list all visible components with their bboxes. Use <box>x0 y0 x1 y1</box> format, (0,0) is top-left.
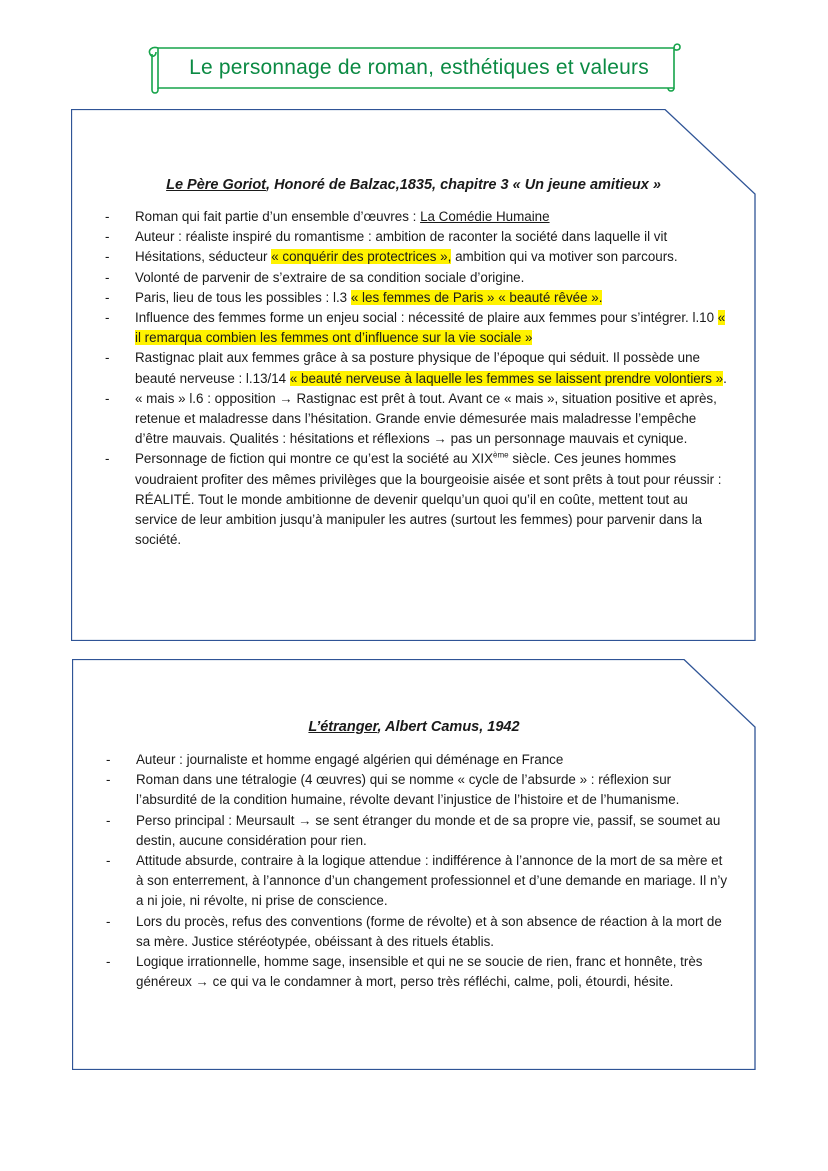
item-text: ambition qui va motiver son parcours. <box>451 249 678 265</box>
list-item <box>105 247 727 267</box>
item-text: Auteur : réaliste inspiré du romantisme : ambition de raconter la société dans laquelle il vit <box>135 229 668 245</box>
item-text: siècle. Ces jeunes hommes voudraient profiter des mêmes privilèges que la bourgeoisie aisée et sont prêts à tout pour réussir : RÉALITÉ. Tout le monde ambitionne de devenir quelqu’un quoi qu’il en coûte, mettent tout au service de leur ambition jusqu’à manipuler les autres (surtout les femmes) pour parvenir dans la société. <box>135 451 722 548</box>
highlighted-quote: « beauté nerveuse à laquelle les femmes se laissent prendre volontiers » <box>289 370 724 386</box>
list-item <box>106 912 728 952</box>
title-banner <box>144 40 684 96</box>
list-item <box>105 288 727 308</box>
work-title: Le Père Goriot <box>166 177 267 193</box>
list-item <box>106 811 728 851</box>
highlighted-quote: « il remarqua combien les femmes ont d’influence sur la vie sociale » <box>135 310 726 346</box>
item-text: Personnage de fiction qui montre ce qu’est la société au XIX <box>135 451 494 467</box>
card-heading <box>72 719 756 735</box>
list-item <box>106 851 728 912</box>
list-item <box>106 770 728 810</box>
item-text: Rastignac plait aux femmes grâce à sa posture physique de l’époque qui séduit. Il possède une beauté nerveuse : l.13/14 <box>135 350 700 386</box>
item-text: Roman dans une tétralogie (4 œuvres) qui se nomme « cycle de l’absurde » : réflexion sur l’absurdité de la condition humaine, révolte devant l’injustice de l’histoire et de l’humanisme. <box>136 772 680 808</box>
item-text: Attitude absurde, contraire à la logique attendue : indifférence à l’annonce de la mort de sa mère et à son enterrement, à l’annonce d’un changement professionnel et d’une demande en mariage. Il n’y a ni joie, ni révolte, ni prise de conscience. <box>136 853 728 909</box>
list-item <box>105 348 727 388</box>
list-item <box>105 268 727 288</box>
item-text: ème <box>493 450 509 460</box>
work-details: , Honoré de Balzac,1835, chapitre 3 « Un jeune amitieux » <box>266 177 661 193</box>
bullet-list <box>106 750 728 992</box>
item-text: Influence des femmes forme un enjeu social : nécessité de plaire aux femmes pour s’intégrer. l.10 <box>135 310 718 326</box>
highlighted-quote: « les femmes de Paris » « beauté rêvée ». <box>350 289 603 305</box>
page-title: Le personnage de roman, esthétiques et valeurs <box>189 56 649 79</box>
item-text: Lors du procès, refus des conventions (forme de révolte) et à son absence de réaction à la mort de sa mère. Justice stéréotypée, obéissant à des rituels établis. <box>136 913 722 949</box>
work-details: , Albert Camus, 1942 <box>377 719 520 735</box>
item-text: « mais » l.6 : opposition → Rastignac est prêt à tout. Avant ce « mais », situation positive et après, retenue et maladresse dans l’hésitation. Grande envie démesurée mais maladresse l’empêche d’être mauvais. Qualités : hésitations et réflexions → pas un personnage mauvais et cynique. <box>135 390 717 447</box>
list-item <box>105 207 727 227</box>
list-item <box>105 449 727 550</box>
item-text: Perso principal : Meursault → se sent étranger du monde et de sa propre vie, passif, se soumet au destin, aucune considération pour rien. <box>136 812 721 848</box>
card-heading <box>71 177 756 193</box>
card-pere-goriot <box>71 109 756 641</box>
item-text: Roman qui fait partie d’un ensemble d’œuvres : <box>135 209 421 224</box>
card-etranger <box>72 659 756 1070</box>
bullet-list <box>105 207 727 550</box>
work-title: L’étranger <box>308 719 378 735</box>
highlighted-quote: « conquérir des protectrices », <box>271 249 452 265</box>
list-item <box>106 952 728 992</box>
list-item <box>105 308 727 348</box>
item-text: Logique irrationnelle, homme sage, insensible et qui ne se soucie de rien, franc et honnête, très généreux → ce qui va le condamner à mort, perso très réfléchi, calme, poli, étourdi, hésite. <box>136 954 703 990</box>
item-text: Auteur : journaliste et homme engagé algérien qui déménage en France <box>136 752 564 767</box>
underlined-text: La Comédie Humaine <box>420 209 550 224</box>
item-text: Paris, lieu de tous les possibles : l.3 <box>135 289 351 305</box>
list-item <box>106 750 728 770</box>
list-item <box>105 389 727 450</box>
item-text: Hésitations, séducteur <box>135 249 272 265</box>
item-text: . <box>723 370 727 386</box>
item-text: Volonté de parvenir de s’extraire de sa condition sociale d’origine. <box>135 269 525 285</box>
list-item <box>105 227 727 247</box>
